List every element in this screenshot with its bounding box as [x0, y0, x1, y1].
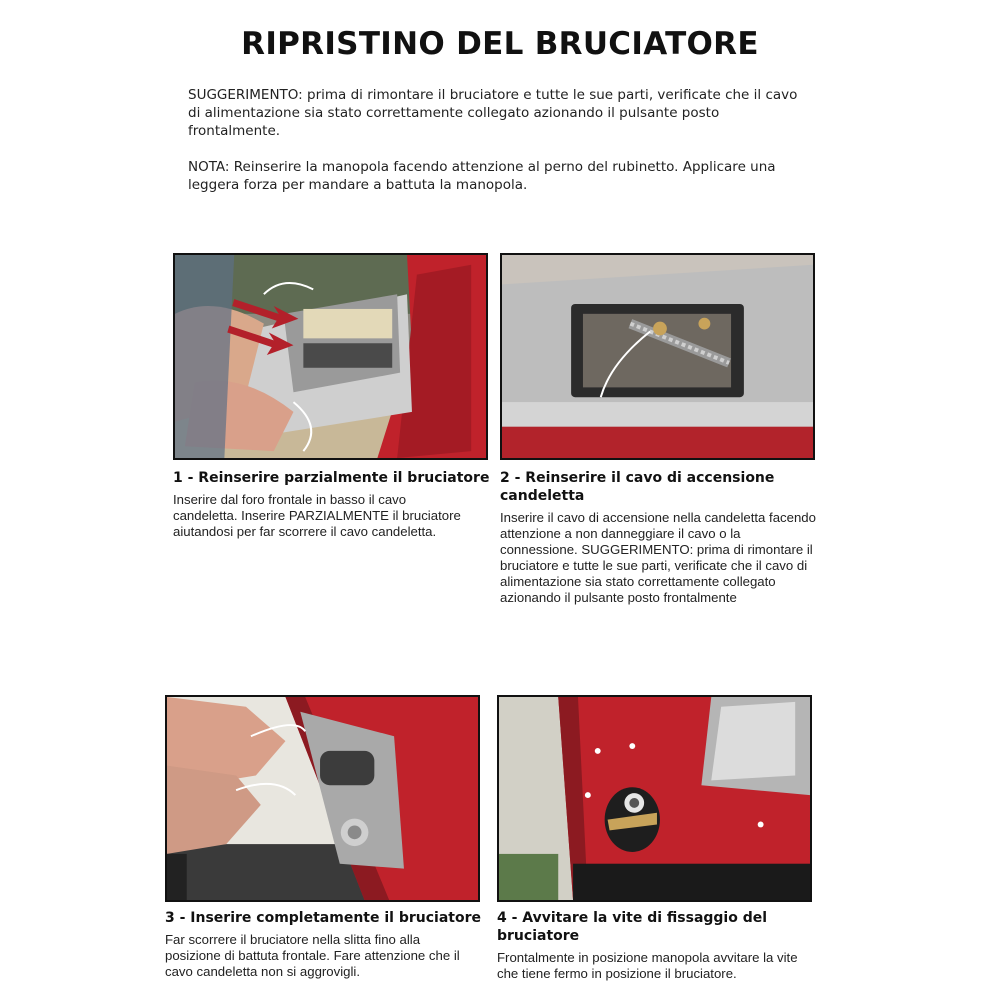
step-1-photo	[173, 253, 488, 460]
tip-note: SUGGERIMENTO: prima di rimontare il bruciatore e tutte le sue parti, verificate che il cavo di alimentazione sia stato correttamente collegato azionando il pulsante posto frontalmente.	[188, 87, 798, 139]
step-3-photo	[165, 695, 480, 902]
step-4-photo	[497, 695, 812, 902]
page-title: RIPRISTINO DEL BRUCIATORE	[241, 26, 759, 62]
step-4-title: 4 - Avvitare la vite di fissaggio del bruciatore	[497, 910, 768, 944]
nota-note: NOTA: Reinserire la manopola facendo attenzione al perno del rubinetto. Applicare una leggera forza per mandare a battuta la manopola.	[188, 159, 776, 193]
step-2-body: Inserire il cavo di accensione nella candeletta facendo attenzione a non danneggiare il cavo o la connessione. SUGGERIMENTO: prima di rimontare il bruciatore e tutte le sue parti, verificate che il cavo di alimentazione sia stato correttamente collegato azionando il pulsante posto frontalmente	[500, 510, 816, 605]
step-1-body: Inserire dal foro frontale in basso il cavo candeletta. Inserire PARZIALMENTE il bruciatore aiutandosi per far scorrere il cavo candeletta.	[173, 492, 461, 539]
step-2-title: 2 - Reinserire il cavo di accensione candeletta	[500, 470, 775, 504]
step-1-title: 1 - Reinserire parzialmente il bruciatore	[173, 470, 490, 486]
step-4-body: Frontalmente in posizione manopola avvitare la vite che tiene fermo in posizione il bruciatore.	[497, 950, 798, 981]
step-3-title: 3 - Inserire completamente il bruciatore	[165, 910, 481, 926]
step-3-body: Far scorrere il bruciatore nella slitta fino alla posizione di battuta frontale. Fare attenzione che il cavo candeletta non si aggrovigli.	[165, 932, 460, 979]
step-2-photo	[500, 253, 815, 460]
